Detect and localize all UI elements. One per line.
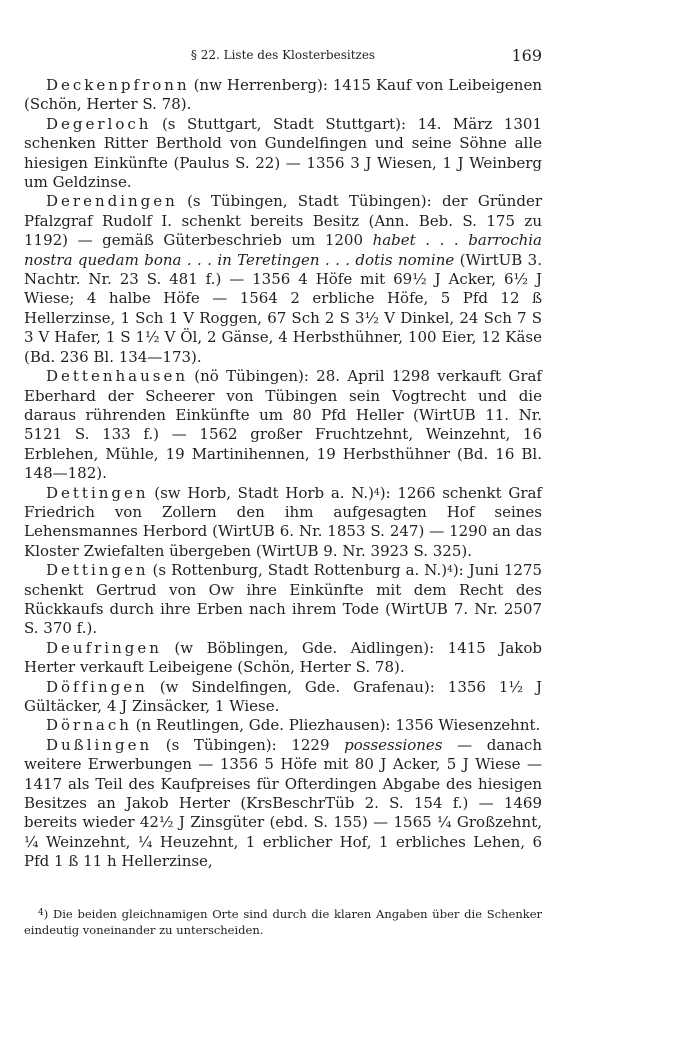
place-name: Dettingen: [46, 561, 149, 580]
place-name: Dettenhausen: [46, 367, 188, 386]
entry-text-continued: — danach weitere Erwerbungen — 1356 5 Höfe mit 80 J Acker, 5 J Wiese — 1417 als Teil des Kaufpreises für Ofterdingen Abgabe des hiesigen Besitzes an Jakob Herter (KrsBeschrTüb 2. S. 154 f.) — 1469 bereits wieder 42½ J Zinsgüter (ebd. S. 155) — 1565 ¼ Großzehnt, ¼ Weinzehnt, ¼ Heuzehnt, 1 erblicher Hof, 1 erbliches Lehen, 6 Pfd 1 ß 11 h Hellerzinse,: [24, 735, 542, 871]
book-page: [24, 36, 542, 872]
entry-location: (s Rottenburg, Stadt Rottenburg a. N.): [147, 561, 448, 580]
entry-text: (w Sindelfingen, Gde. Grafenau): 1356 1½ J Gültäcker, 4 J Zinsäcker, 1 Wiese.: [24, 677, 542, 715]
place-name: Derendingen: [46, 192, 178, 211]
entry-text: (s Tübingen): 1229: [151, 735, 345, 754]
footnote-number: 4: [38, 908, 44, 918]
entry-dettenhausen: [24, 367, 542, 483]
place-name: Deufringen: [46, 638, 162, 657]
entry-degerloch: [24, 115, 542, 193]
entry-text: (nö Tübingen): 28. April 1298 verkauft Graf Eberhard der Scheerer von Tübingen sein Vogtrecht und die daraus rührenden Einkünfte um 80 Pfd Heller (WirtUB 11. Nr. 5121 S. 133 f.) — 1562 großer Fruchtzehnt, Weinzehnt, 16 Erblehen, Mühle, 19 Martinihennen, 19 Herbsthühner (Bd. 16 Bl. 148—182).: [24, 367, 542, 483]
entry-dettingen-horb: [24, 484, 542, 562]
page-number: 169: [511, 46, 542, 65]
place-name: Dörnach: [46, 716, 132, 735]
entry-text: (w Böblingen, Gde. Aidlingen): 1415 Jakob Herter verkauft Leibeigene (Schön, Herter S. 78).: [24, 638, 542, 677]
place-name: Deckenpfronn: [46, 76, 190, 94]
entry-deufringen: [24, 639, 542, 678]
footnote-reference: 4: [447, 565, 453, 576]
entry-text: (s Tübingen, Stadt Tübingen): der Gründer Pfalzgraf Rudolf I. schenkt bereits Besitz (Ann. Beb. S. 175 zu 1192) — gemäß Güterbeschrieb um 1200: [24, 192, 542, 250]
latin-term: possessiones: [344, 735, 443, 754]
entry-dettingen-rottenburg: [24, 561, 542, 639]
entry-doeffingen: [24, 678, 542, 717]
section-title: § 22. Liste des Klosterbesitzes: [190, 48, 376, 62]
entry-doernach: [24, 716, 542, 735]
place-name: Döffingen: [46, 677, 148, 696]
entry-text: ): 1266 schenkt Graf Friedrich von Zollern den ihm aufgesagten Hof seines Lehensmannes Herbord (WirtUB 6. Nr. 1853 S. 247) — 1290 an das Kloster Zwiefalten übergeben (WirtUB 9. Nr. 3923 S. 325).: [24, 483, 542, 560]
entry-derendingen: [24, 192, 542, 367]
place-name: Dußlingen: [46, 735, 153, 754]
footnote-reference: 4: [374, 487, 380, 498]
entry-text: ): Juni 1275 schenkt Gertrud von Ow ihre Einkünfte mit dem Recht des Rückkaufs durch ihre Erben nach ihrem Tode (WirtUB 7. Nr. 2507 S. 370 f.).: [24, 561, 542, 638]
footnote-text: ) Die beiden gleichnamigen Orte sind durch die klaren Angaben über die Schenker eindeutig voneinander zu unterscheiden.: [24, 907, 542, 937]
entry-dusslingen: [24, 736, 542, 872]
entry-text: (n Reutlingen, Gde. Pliezhausen): 1356 Wiesenzehnt.: [130, 716, 541, 735]
entry-deckenpfronn: [24, 76, 542, 115]
place-list: [24, 76, 542, 872]
entry-text: (nw Herrenberg): 1415 Kauf von Leibeigenen (Schön, Herter S. 78).: [24, 76, 542, 114]
footnote: [24, 905, 542, 938]
place-name: Degerloch: [46, 114, 152, 133]
running-head: [24, 36, 542, 65]
entry-text-continued: (WirtUB 3. Nachtr. Nr. 23 S. 481 f.) — 1356 4 Höfe mit 69½ J Acker, 6½ J Wiese; 4 halbe Höfe — 1564 2 erbliche Höfe, 5 Pfd 12 ß Hellerzinse, 1 Sch 1 V Roggen, 67 Sch 2 S 3½ V Dinkel, 24 Sch 7 S 3 V Hafer, 1 S 1½ V Öl, 2 Gänse, 4 Herbsthühner, 100 Eier, 12 Käse (Bd. 236 Bl. 134—173).: [24, 250, 542, 366]
latin-quotation: habet . . . barrochia nostra quedam bona . . . in Teretingen . . . dotis nomine: [24, 231, 542, 269]
entry-text: (s Stuttgart, Stadt Stuttgart): 14. März 1301 schenken Ritter Berthold von Gundelfingen und seine Söhne alle hiesigen Einkünfte (Paulus S. 22) — 1356 3 J Wiesen, 1 J Weinberg um Geldzinse.: [24, 114, 542, 192]
place-name: Dettingen: [46, 483, 149, 502]
entry-location: (sw Horb, Stadt Horb a. N.): [147, 483, 375, 502]
footnote-area: [24, 905, 542, 938]
